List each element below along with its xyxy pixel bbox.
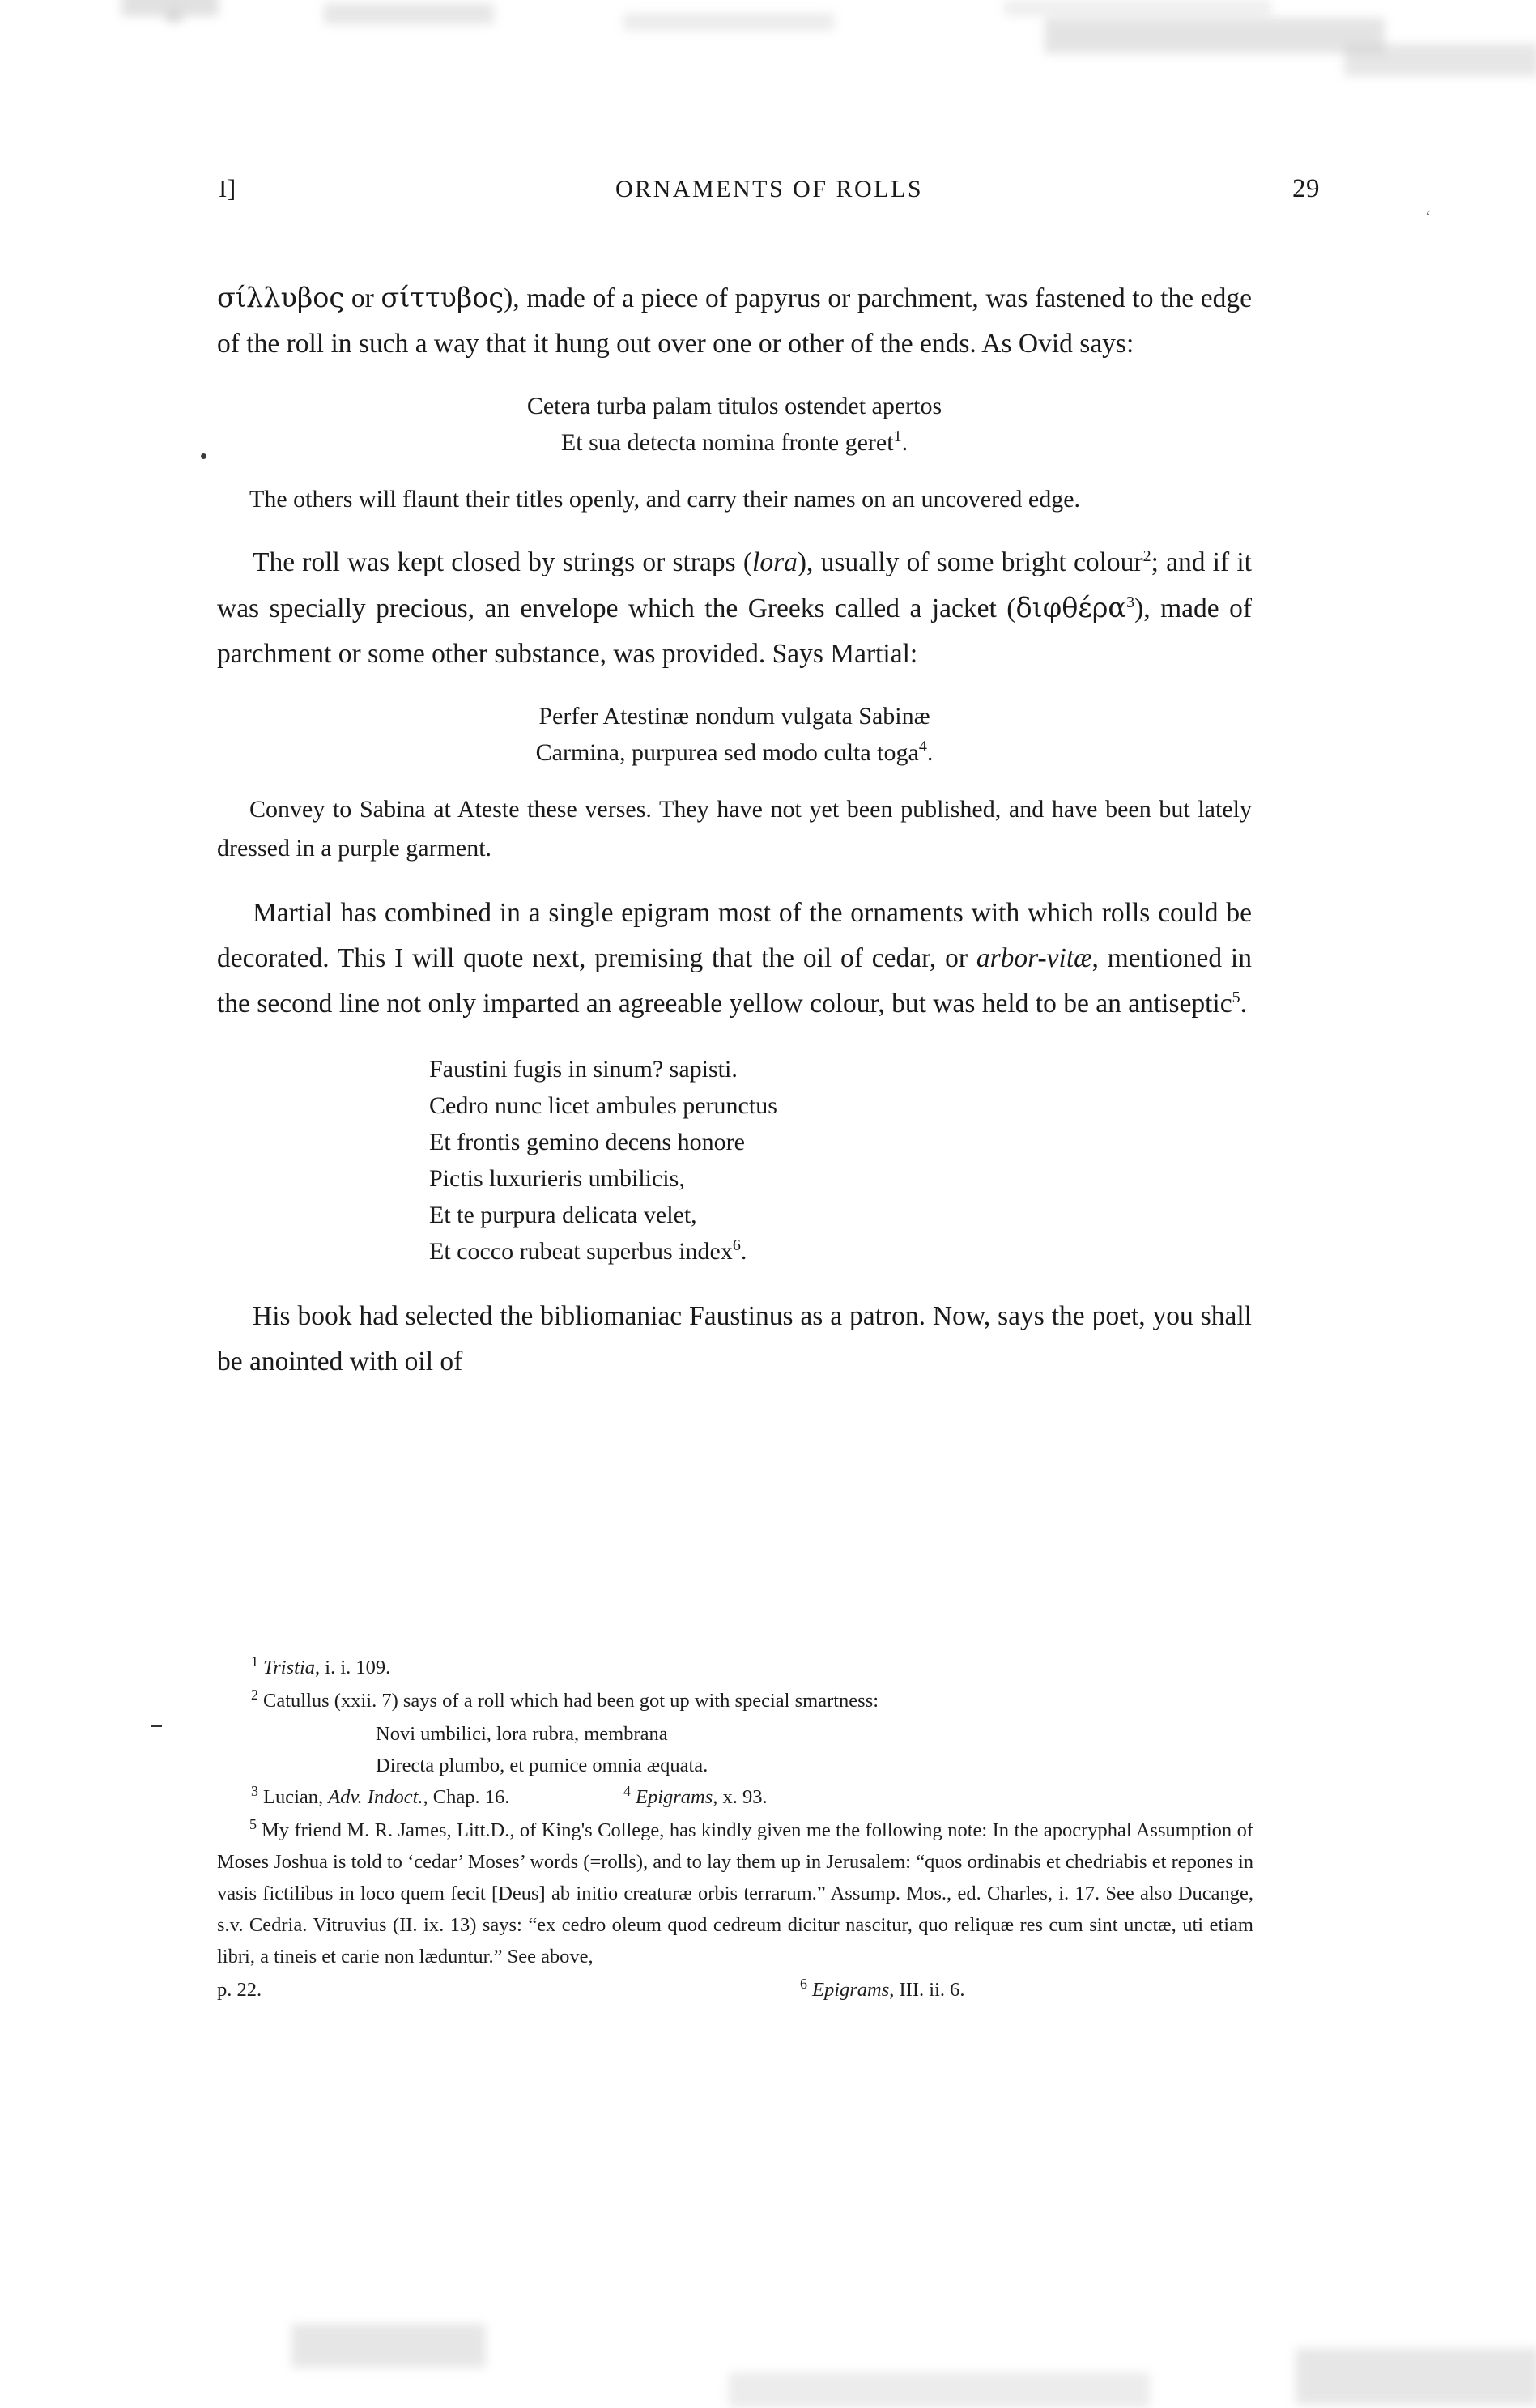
verse-line: Et frontis gemino decens honore — [429, 1129, 745, 1155]
page-number: 29 — [1292, 174, 1320, 203]
greek-term-sillybos: σίλλυβος — [217, 282, 345, 313]
paragraph-sillybos — [217, 275, 1252, 367]
footnote-marker: 4 — [623, 1782, 631, 1799]
greek-term-diphthera: διφθέρα — [1015, 592, 1127, 623]
footnote-5-tail-and-6 — [217, 1974, 1253, 2006]
footnote-6 — [800, 1974, 1253, 2006]
verse-line: Perfer Atestinæ nondum vulgata Sabinæ — [538, 703, 930, 730]
footnote-italic: Tristia — [263, 1657, 316, 1678]
verse-line: Faustini fugis in sinum? sapisti. — [429, 1056, 738, 1083]
footnote-text: Catullus (xxii. 7) says of a roll which had been got up with special smartness: — [263, 1690, 879, 1712]
text-run: Martial has combined in a single epigram most of the ornaments with which rolls could be decorated. This I will quote next, premising that the oil of cedar, or — [217, 898, 1252, 973]
footnote-text: Lucian, — [263, 1786, 329, 1808]
text-run: ; and if it was specially precious, an envelope which the Greeks called a jacket ( — [217, 547, 1252, 623]
verse-line: Et sua detecta nomina fronte geret$^1$. — [560, 428, 908, 456]
verse-line: Cedro nunc licet ambules perunctus — [429, 1092, 777, 1119]
ink-dash — [151, 1725, 162, 1727]
paragraph-roll-closed — [217, 540, 1252, 677]
gloss-ovid: The others will flaunt their titles openly, and carry their names on an uncovered edge. — [249, 486, 1081, 513]
verse-text: Et cocco rubeat superbus index — [429, 1238, 733, 1265]
footnote-text: , i. i. 109. — [315, 1657, 391, 1678]
text-run: ), usually of some bright colour — [797, 547, 1143, 577]
footnote-marker: 6 — [800, 1975, 807, 1992]
paragraph-closing: His book had selected the bibliomaniac Faustinus as a patron. Now, says the poet, you shall be anointed with oil of — [217, 1301, 1252, 1376]
footnote-2 — [217, 1685, 1253, 1717]
chapter-marker: I] — [219, 174, 236, 202]
footnote-text: , x. 93. — [713, 1786, 768, 1808]
verse-line: Et cocco rubeat superbus index$^6$. — [429, 1236, 747, 1265]
text-run: . — [1240, 989, 1247, 1019]
footnote-ref: 5 — [1232, 988, 1240, 1006]
footnote-marker: 5 — [249, 1815, 257, 1832]
footnote-3-and-4 — [217, 1781, 1253, 1813]
verse-text: Carmina, purpurea sed modo culta toga — [535, 739, 919, 766]
running-head — [219, 174, 1320, 204]
verse-line: Carmina, purpurea sed modo culta toga$^4$. — [535, 738, 934, 766]
footnote-1 — [217, 1652, 1253, 1683]
footnote-ref: 6 — [732, 1236, 741, 1254]
footnote-5-tail: p. 22. — [217, 1979, 262, 2001]
body-text — [217, 275, 1252, 1385]
greek-term-sittybos: σίττυβος — [381, 282, 504, 313]
verse-line: Cetera turba palam titulos ostendet apertos — [526, 393, 942, 419]
verse-line: Et te purpura delicata velet, — [429, 1202, 697, 1228]
italic-lora: lora — [752, 547, 798, 577]
margin-mark: ‘ — [1425, 206, 1432, 227]
footnote-text: My friend M. R. James, Litt.D., of King's College, has kindly given me the following note: In the apocryphal Assumption of Moses Joshua is told to ‘cedar’ Moses’ words (=rolls), and to lay them up in Jerusalem: “quos ordinabis et chedriabis et repones in vasis fictilibus in loco quem fecit [Deus] ab initio creaturæ orbis terrarum.” Assump. Mos., ed. Charles, i. 17. See also Ducange, s.v. Cedria. Vitruvius (II. ix. 13) says: “ex cedro oleum quod cedreum dicitur nascitur, quo reliquæ res cum sint unctæ, uti etiam libri, a tineis et carie non læduntur.” See above, — [217, 1819, 1253, 1968]
footnote-marker: 3 — [251, 1782, 258, 1799]
footnote-3 — [217, 1781, 589, 1813]
footnote-italic: Epigrams — [812, 1979, 890, 2001]
footnote-2-verse — [376, 1718, 1253, 1781]
verse-text: Et sua detecta nomina fronte geret — [560, 429, 894, 456]
text-run: ), made of a piece of papyrus or parchment, was fastened to the edge of the roll in such a way that it hung out over one or other of the ends. As Ovid says: — [217, 283, 1252, 359]
footnote-text: , Chap. 16. — [423, 1786, 510, 1808]
verse-line: Novi umbilici, lora rubra, membrana — [376, 1723, 668, 1745]
quotation-ovid — [217, 388, 1252, 461]
footnote-ref: 3 — [1126, 593, 1135, 611]
text-run: The roll was kept closed by strings or straps ( — [253, 547, 753, 577]
page-title: ORNAMENTS OF ROLLS — [615, 176, 924, 202]
text-run: ), made of parchment or some other substance, was provided. Says Martial: — [217, 593, 1252, 669]
footnote-ref: 1 — [893, 428, 902, 445]
italic-arbor-vitae: arbor-vitæ — [976, 943, 1092, 973]
verse-line: Directa plumbo, et pumice omnia æquata. — [376, 1755, 708, 1776]
quotation-martial-sabina — [217, 698, 1252, 771]
paragraph-martial-combined — [217, 891, 1252, 1027]
footnote-4 — [589, 1781, 768, 1813]
footnote-ref: 4 — [918, 738, 927, 755]
footnote-marker: 2 — [251, 1686, 258, 1703]
verse-line: Pictis luxurieris umbilicis, — [429, 1165, 685, 1192]
footnote-5 — [217, 1815, 1253, 1972]
quotation-martial-faustinus — [429, 1051, 1252, 1270]
footnote-italic: Adv. Indoct. — [328, 1786, 423, 1808]
ink-speck — [201, 453, 206, 459]
footnote-block — [217, 1652, 1253, 2007]
text-run: , mentioned in the second line not only imparted an agreeable yellow colour, but was held to be an antiseptic — [217, 943, 1252, 1019]
gloss-martial-sabina: Convey to Sabina at Ateste these verses. They have not yet been published, and have been but lately dressed in a purple garment. — [217, 796, 1252, 862]
footnote-ref: 2 — [1142, 547, 1151, 565]
footnote-marker: 1 — [251, 1653, 258, 1670]
footnote-italic: Epigrams — [636, 1786, 713, 1808]
footnote-text: , III. ii. 6. — [889, 1979, 965, 2001]
text-run: or — [344, 283, 381, 313]
